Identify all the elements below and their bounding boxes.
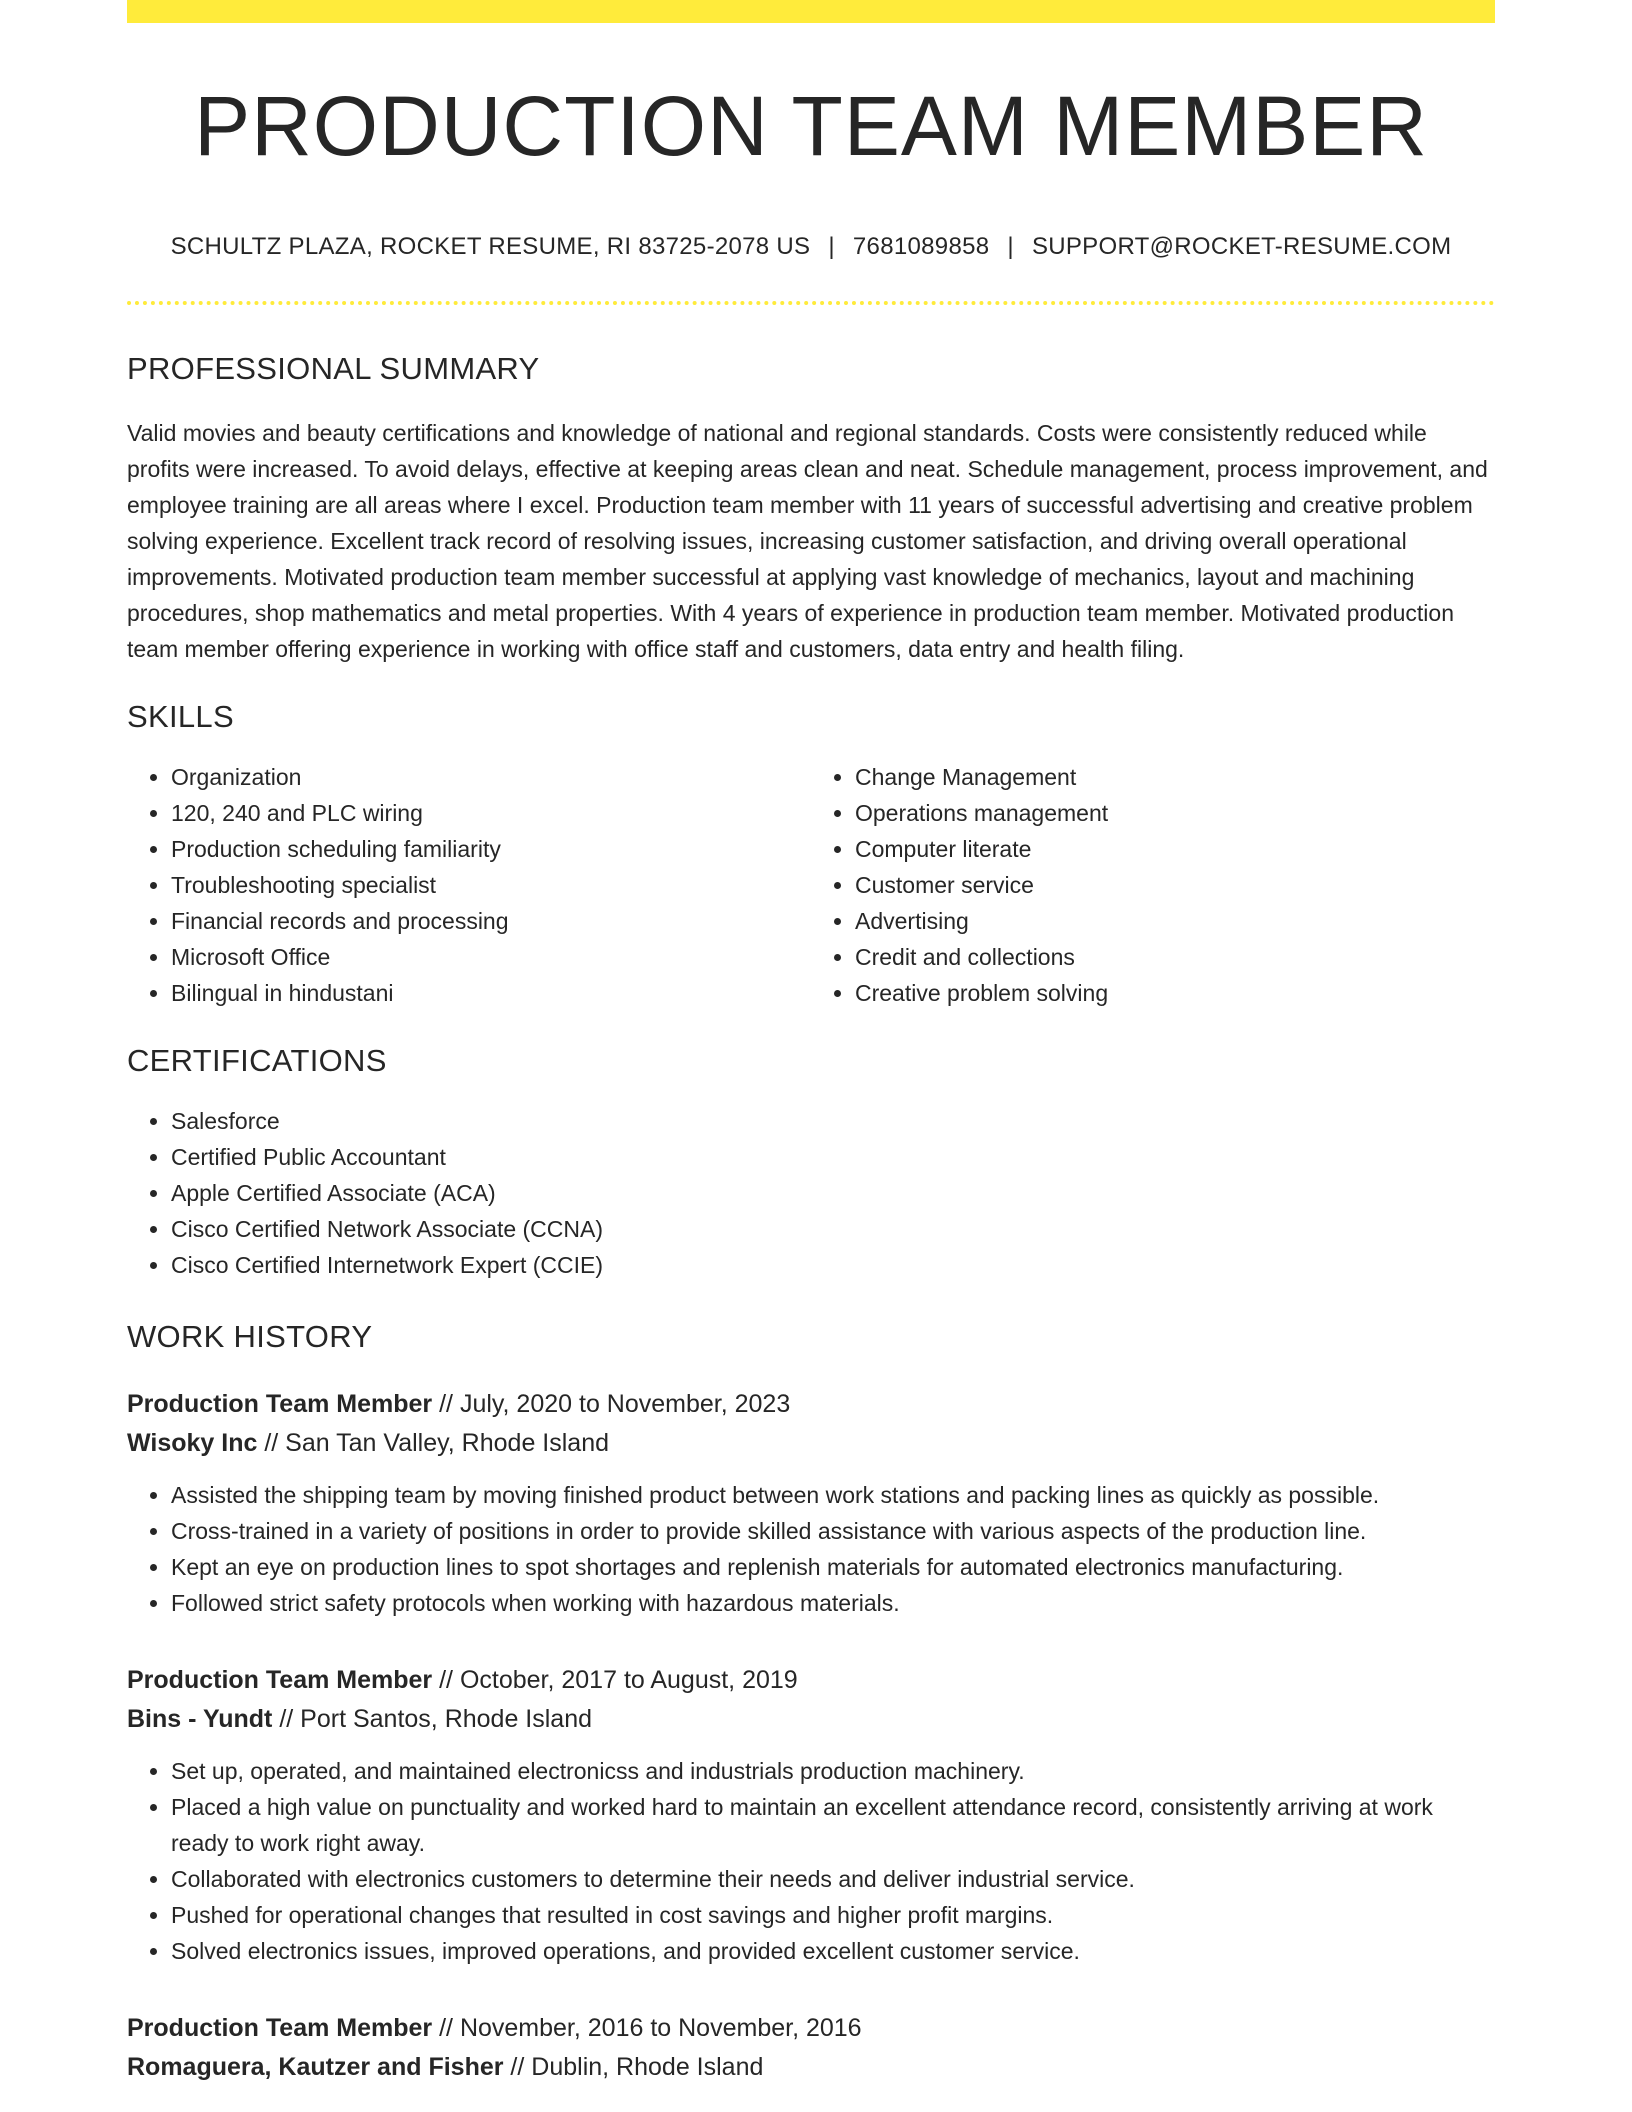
job-role: Production Team Member	[127, 2013, 433, 2042]
resume-page	[127, 0, 1495, 2087]
accent-top-bar	[127, 0, 1495, 23]
job-company-line	[127, 2048, 1495, 2087]
summary-heading: PROFESSIONAL SUMMARY	[127, 350, 540, 386]
job-role-line	[127, 1661, 1495, 1700]
job-bullet: • Pushed for operational changes that resulted in cost savings and higher profit margins.	[171, 1897, 1495, 1933]
contact-email: SUPPORT@ROCKET-RESUME.COM	[1031, 232, 1452, 260]
skill-item: • Customer service	[855, 867, 1495, 903]
skills-column-left	[127, 759, 811, 1011]
job-divider: //	[503, 2052, 532, 2081]
job-bullet: • Cross-trained in a variety of positions in order to provide skilled assistance with various aspects of the production line.	[171, 1513, 1495, 1549]
job-bullet: • Placed a high value on punctuality and worked hard to maintain an excellent attendance record, consistently arriving at work ready to work right away.	[171, 1789, 1495, 1861]
job-dates: November, 2016 to November, 2016	[459, 2013, 862, 2042]
certification-item: • Salesforce	[171, 1103, 1495, 1139]
resume-name: PRODUCTION TEAM MEMBER	[194, 79, 1428, 173]
job-location: Port Santos, Rhode Island	[300, 1704, 593, 1733]
contact-address: SCHULTZ PLAZA, ROCKET RESUME, RI 83725-2078 US	[170, 232, 811, 260]
skill-item: • Creative problem solving	[855, 975, 1495, 1011]
job-divider: //	[432, 2013, 460, 2042]
job-role: Production Team Member	[127, 1665, 433, 1694]
job-company: Wisoky Inc	[127, 1428, 258, 1457]
skill-item: • Computer literate	[855, 831, 1495, 867]
job-company-line	[127, 1700, 1495, 1739]
contact-separator: |	[1007, 232, 1014, 260]
job-bullets	[127, 1477, 1495, 1621]
job-company: Romaguera, Kautzer and Fisher	[127, 2052, 504, 2081]
contact-separator: |	[828, 232, 835, 260]
skill-item: • Change Management	[855, 759, 1495, 795]
certification-item: • Cisco Certified Network Associate (CCNA)	[171, 1211, 1495, 1247]
job-entry	[127, 2009, 1495, 2087]
job-bullet: • Set up, operated, and maintained electronicss and industrials production machinery.	[171, 1753, 1495, 1789]
summary-text: Valid movies and beauty certifications and knowledge of national and regional standards. Costs were consistently reduced while profits were increased. To avoid delays, effective at keeping areas clean and neat. Schedule management, process improvement, and employee training are all areas where I excel. Production team member with 11 years of successful advertising and creative problem solving experience. Excellent track record of resolving issues, increasing customer satisfaction, and driving overall operational improvements. Motivated production team member successful at applying vast knowledge of mechanics, layout and machining procedures, shop mathematics and metal properties. With 4 years of experience in production team member. Motivated production team member offering experience in working with office staff and customers, data entry and health filing.	[127, 419, 1488, 662]
skills-heading: SKILLS	[127, 698, 234, 734]
job-dates: July, 2020 to November, 2023	[459, 1389, 791, 1418]
certification-item: • Certified Public Accountant	[171, 1139, 1495, 1175]
job-bullet: • Solved electronics issues, improved operations, and provided excellent customer service.	[171, 1933, 1495, 1969]
job-bullets	[127, 1753, 1495, 1969]
job-company-line	[127, 1424, 1495, 1463]
job-divider: //	[272, 1704, 301, 1733]
job-divider: //	[432, 1665, 460, 1694]
skill-item: • Financial records and processing	[171, 903, 811, 939]
job-location: San Tan Valley, Rhode Island	[285, 1428, 609, 1457]
skill-item: • Operations management	[855, 795, 1495, 831]
certifications-list	[127, 1103, 1495, 1283]
job-role-line	[127, 2009, 1495, 2048]
skill-item: • Microsoft Office	[171, 939, 811, 975]
job-role: Production Team Member	[127, 1389, 433, 1418]
job-role-line	[127, 1385, 1495, 1424]
contact-phone: 7681089858	[852, 232, 990, 260]
contact-line	[127, 233, 1495, 261]
job-bullet: • Kept an eye on production lines to spot shortages and replenish materials for automated electronics manufacturing.	[171, 1549, 1495, 1585]
job-divider: //	[257, 1428, 286, 1457]
job-company: Bins - Yundt	[127, 1704, 273, 1733]
skill-item: • Organization	[171, 759, 811, 795]
job-bullet: • Assisted the shipping team by moving finished product between work stations and packing lines as quickly as possible.	[171, 1477, 1495, 1513]
job-bullet: • Followed strict safety protocols when working with hazardous materials.	[171, 1585, 1495, 1621]
job-dates: October, 2017 to August, 2019	[459, 1665, 798, 1694]
job-divider: //	[432, 1389, 460, 1418]
certifications-heading: CERTIFICATIONS	[127, 1042, 387, 1078]
job-bullet: • Collaborated with electronics customers to determine their needs and deliver industrial service.	[171, 1861, 1495, 1897]
certification-item: • Cisco Certified Internetwork Expert (CCIE)	[171, 1247, 1495, 1283]
skill-item: • Credit and collections	[855, 939, 1495, 975]
job-entry	[127, 1385, 1495, 1621]
skill-item: • Advertising	[855, 903, 1495, 939]
skills-list	[127, 759, 1495, 1011]
skill-item: • 120, 240 and PLC wiring	[171, 795, 811, 831]
job-location: Dublin, Rhode Island	[531, 2052, 764, 2081]
certification-item: • Apple Certified Associate (ACA)	[171, 1175, 1495, 1211]
skills-column-right	[811, 759, 1495, 1011]
work-history-heading: WORK HISTORY	[127, 1318, 373, 1354]
dotted-divider	[127, 301, 1495, 305]
job-entry	[127, 1661, 1495, 1969]
skill-item: • Bilingual in hindustani	[171, 975, 811, 1011]
skill-item: • Production scheduling familiarity	[171, 831, 811, 867]
skill-item: • Troubleshooting specialist	[171, 867, 811, 903]
